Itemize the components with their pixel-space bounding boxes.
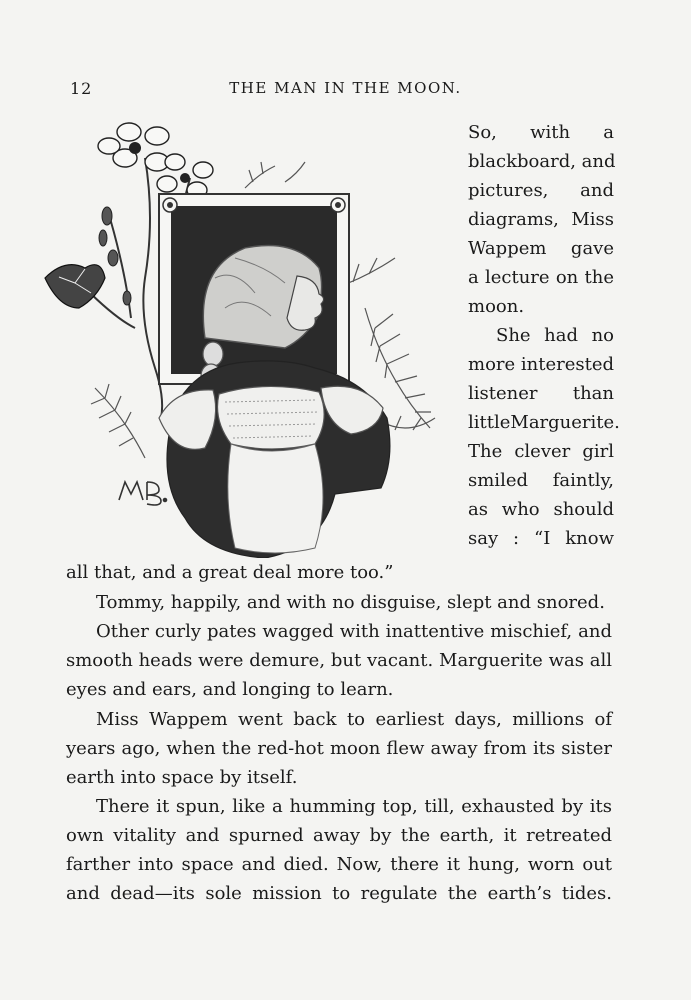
monogram-mark <box>119 482 167 505</box>
column-line: The clever girl <box>468 441 614 462</box>
column-line: say : “I know <box>468 528 614 549</box>
column-line: pictures, and <box>468 180 614 201</box>
column-line: more interested <box>468 354 615 375</box>
body-line: and dead—its sole mission to regulate the earth’s tides. <box>66 883 612 904</box>
body-line: There it spun, like a humming top, till, exhausted by its <box>96 796 612 817</box>
body-line: smooth heads were demure, but vacant. Marguerite was all <box>66 650 612 671</box>
column-line: listener than <box>468 383 614 404</box>
column-line: diagrams, Miss <box>468 209 614 230</box>
body-line: eyes and ears, and longing to learn. <box>66 679 394 700</box>
body-line: earth into space by itself. <box>66 767 298 788</box>
body-line: Tommy, happily, and with no disguise, slept and snored. <box>96 592 605 613</box>
body-line: all that, and a great deal more too.” <box>66 562 394 583</box>
column-line: She had no <box>496 325 614 346</box>
body-line: Miss Wappem went back to earliest days, millions of <box>96 709 612 730</box>
column-line: blackboard, and <box>468 151 616 172</box>
column-line: as who should <box>468 499 614 520</box>
column-line: So, with a <box>468 122 614 143</box>
flower-drawing <box>98 123 169 171</box>
body-line: Other curly pates wagged with inattentive mischief, and <box>96 621 612 642</box>
column-line: littleMarguerite. <box>468 412 620 433</box>
body-line: years ago, when the red-hot moon flew away from its sister <box>66 738 612 759</box>
column-line: a lecture on the <box>468 267 614 288</box>
column-line: moon. <box>468 296 525 317</box>
column-line: Wappem gave <box>468 238 614 259</box>
girl-portrait-illustration <box>35 118 460 558</box>
running-head: THE MAN IN THE MOON. <box>229 79 462 97</box>
column-line: smiled faintly, <box>468 470 614 491</box>
body-line: own vitality and spurned away by the earth, it retreated <box>66 825 612 846</box>
page-number: 12 <box>70 79 93 98</box>
body-line: farther into space and died. Now, there it hung, worn out <box>66 854 612 875</box>
